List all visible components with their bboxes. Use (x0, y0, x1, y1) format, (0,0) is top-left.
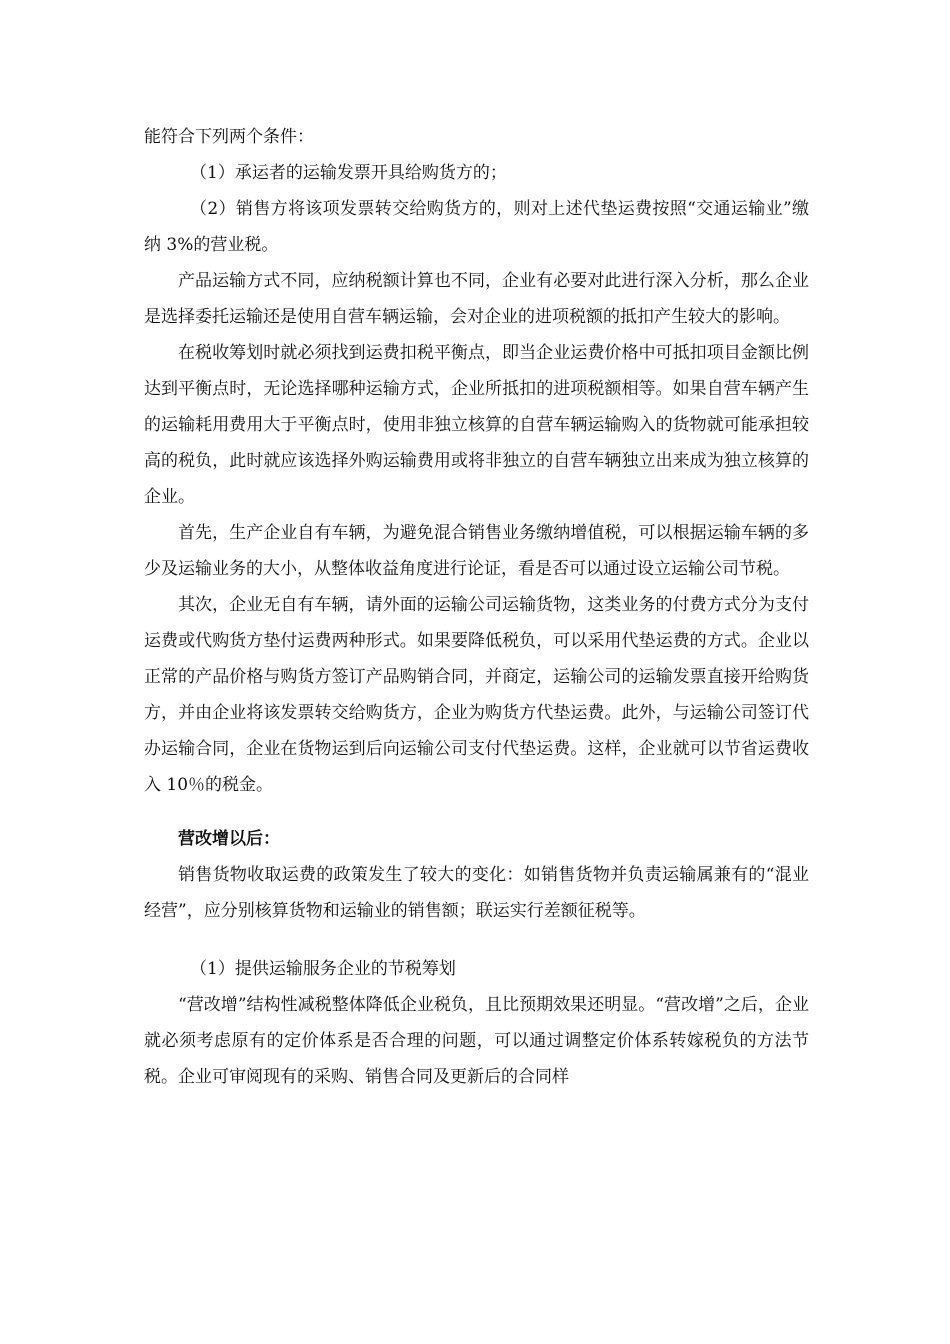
document-body (144, 119, 809, 1095)
paragraph-conditions-intro: 能符合下列两个条件： (144, 127, 314, 147)
paragraph-policy-change: 销售货物收取运费的政策发生了较大的变化：如销售货物并负责运输属兼有的“混业经营”，应分别核算货物和运输业的销售额；联运实行差额征税等。 (144, 865, 809, 921)
paragraph-condition-1: （1）承运者的运输发票开具给购货方的； (190, 163, 507, 183)
paragraph-transport-methods: 产品运输方式不同，应纳税额计算也不同，企业有必要对此进行深入分析，那么企业是选择委托运输还是使用自营车辆运输，会对企业的进项税额的抵扣产生较大的影响。 (144, 271, 809, 327)
section-heading-after-vat-reform: 营改增以后： (178, 829, 280, 849)
paragraph-first: 首先，生产企业自有车辆，为避免混合销售业务缴纳增值税，可以根据运输车辆的多少及运输业务的大小，从整体收益角度进行论证，看是否可以通过设立运输公司节税。 (144, 523, 809, 579)
paragraph-second: 其次，企业无自有车辆，请外面的运输公司运输货物，这类业务的付费方式分为支付运费或代购货方垫付运费两种形式。如果要降低税负，可以采用代垫运费的方式。企业以正常的产品价格与购货方签订产品购销合同，并商定，运输公司的运输发票直接开给购货方，并由企业将该发票转交给购货方，企业为购货方代垫运费。此外，与运输公司签订代办运输合同，企业在货物运到后向运输公司支付代垫运费。这样，企业就可以节省运费收入 10％的税金。 (144, 595, 809, 795)
paragraph-structural-tax-cut: “营改增”结构性减税整体降低企业税负，且比预期效果还明显。“营改增”之后，企业就必须考虑原有的定价体系是否合理的问题，可以通过调整定价体系转嫁税负的方法节税。企业可审阅现有的采购、销售合同及更新后的合同样 (144, 995, 809, 1087)
subheading-transport-service-tax-planning: （1）提供运输服务企业的节税筹划 (190, 959, 456, 979)
paragraph-balance-point: 在税收筹划时就必须找到运费扣税平衡点，即当企业运费价格中可抵扣项目金额比例达到平衡点时，无论选择哪种运输方式，企业所抵扣的进项税额相等。如果自营车辆产生的运输耗用费用大于平衡点时，使用非独立核算的自营车辆运输购入的货物就可能承担较高的税负，此时就应该选择外购运输费用或将非独立的自营车辆独立出来成为独立核算的企业。 (144, 343, 809, 507)
paragraph-condition-2: （2）销售方将该项发票转交给购货方的，则对上述代垫运费按照“交通运输业”缴纳 3%的营业税。 (144, 199, 809, 255)
